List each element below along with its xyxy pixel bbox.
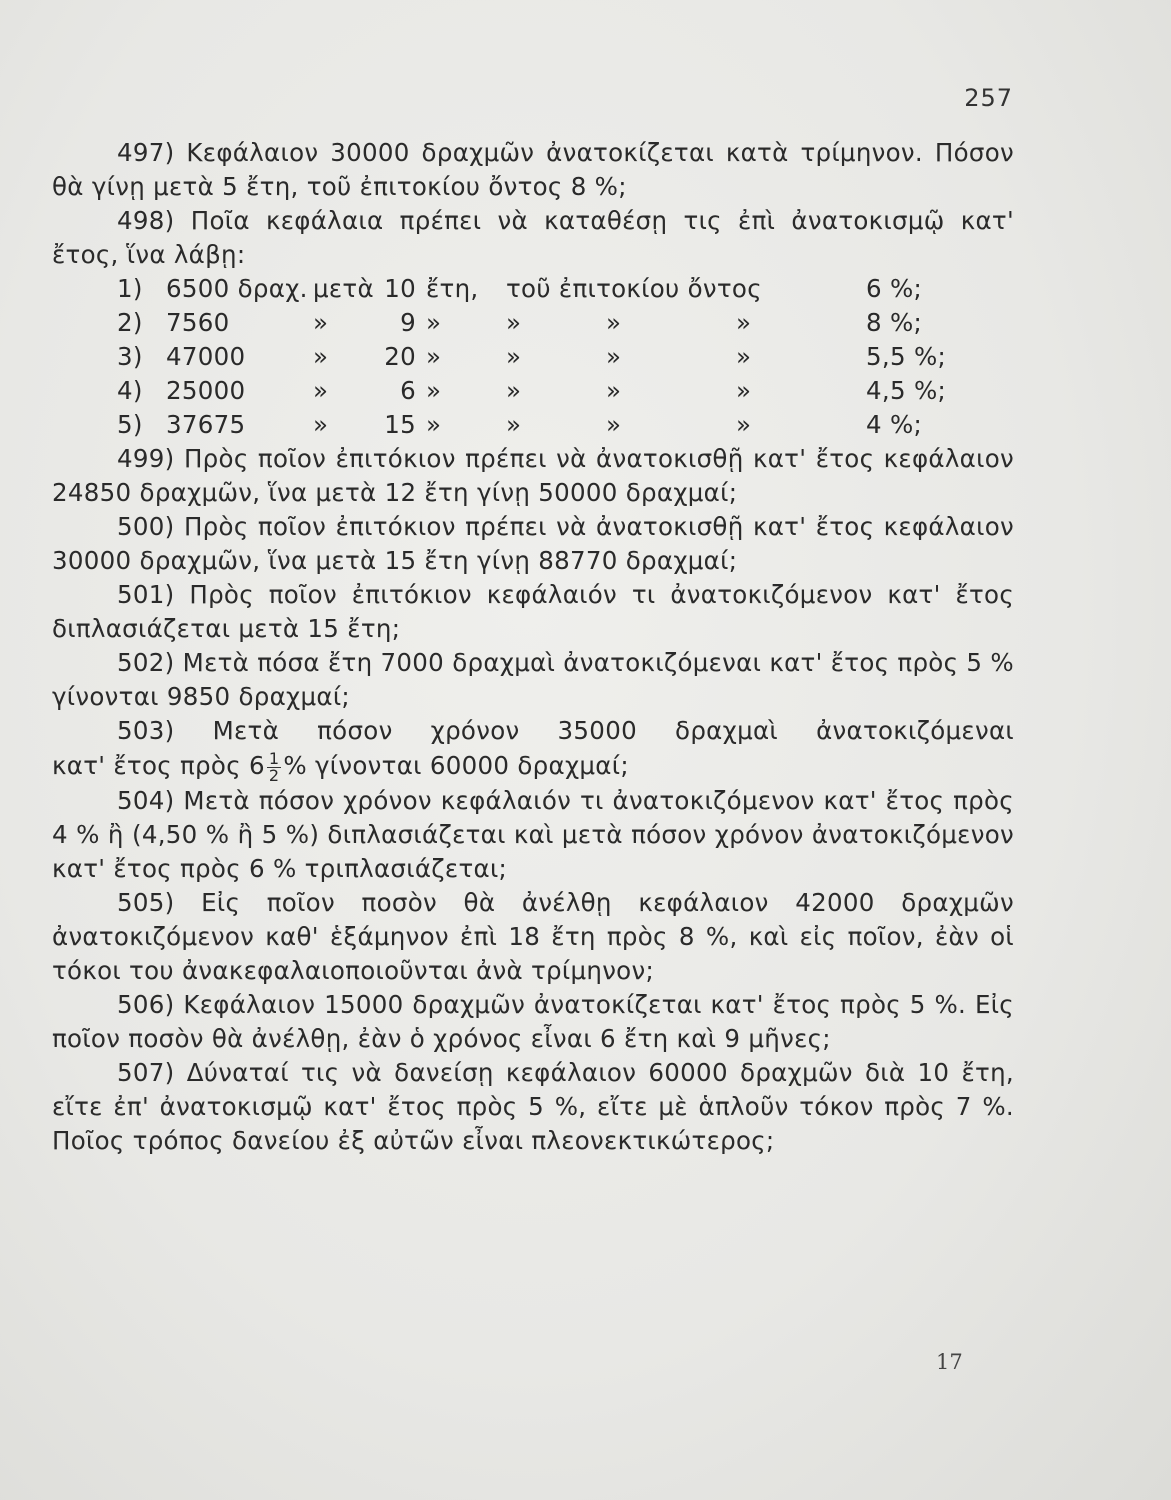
problem-text: 507) Δύναταί τις νὰ δανείσῃ κεφάλαιον 60000 δραχμῶν διὰ 10 ἔτη, εἴτε ἐπ' ἀνατοκισμῷ κατ' ἔτος πρὸς 5 %, εἴτε μὲ ἁπλοῦν τόκον πρὸς 7 %. Ποῖος τρόπος δανείου ἐξ αὐτῶν εἶναι πλεονεκτικώτερος; <box>52 1058 1014 1155</box>
item-prep: » <box>313 376 329 405</box>
item-number: 2) <box>117 308 143 337</box>
item-ditto: » <box>506 308 522 337</box>
problem-text: 502) Μετὰ πόσα ἔτη 7000 δραχμαὶ ἀνατοκιζόμεναι κατ' ἔτος πρὸς 5 % γίνονται 9850 δραχμαί; <box>52 648 1014 711</box>
item-phrase: » <box>736 410 752 439</box>
item-ditto: » <box>606 342 622 371</box>
item-prep: » <box>313 410 329 439</box>
problem-497 <box>52 136 1014 204</box>
signature-number: 17 <box>936 1350 963 1374</box>
item-prep: » <box>313 308 329 337</box>
problem-505 <box>52 886 1014 988</box>
item-years: 6 <box>400 376 416 405</box>
problem-502 <box>52 646 1014 714</box>
problem-504 <box>52 784 1014 886</box>
item-phrase: τοῦ ἐπιτοκίου ὄντος <box>506 274 762 303</box>
item-prep: μετὰ <box>313 274 374 303</box>
page-content <box>52 136 1014 1158</box>
item-phrase: » <box>736 342 752 371</box>
item-years: 20 <box>384 342 416 371</box>
problem-499 <box>52 442 1014 510</box>
list-item <box>52 306 1014 340</box>
deposit-list <box>52 272 1014 442</box>
item-number: 4) <box>117 376 143 405</box>
problem-text: 501) Πρὸς ποῖον ἐπιτόκιον κεφάλαιόν τι ἀνατοκιζόμενον κατ' ἔτος διπλασιάζεται μετὰ 15 ἔτη; <box>52 580 1014 643</box>
problem-text: 499) Πρὸς ποῖον ἐπιτόκιον πρέπει νὰ ἀνατοκισθῇ κατ' ἔτος κεφάλαιον 24850 δραχμῶν, ἵνα μετὰ 12 ἔτη γίνῃ 50000 δραχμαί; <box>52 444 1014 507</box>
problem-text: 500) Πρὸς ποῖον ἐπιτόκιον πρέπει νὰ ἀνατοκισθῇ κατ' ἔτος κεφάλαιον 30000 δραχμῶν, ἵνα μετὰ 15 ἔτη γίνῃ 88770 δραχμαί; <box>52 512 1014 575</box>
item-number: 1) <box>117 274 143 303</box>
problem-506 <box>52 988 1014 1056</box>
list-item <box>52 272 1014 306</box>
item-amount: 7560 <box>166 308 230 337</box>
item-ditto: » <box>506 376 522 405</box>
item-rate: 6 %; <box>866 274 923 303</box>
item-years: 15 <box>384 410 416 439</box>
item-rate: 4,5 %; <box>866 376 947 405</box>
item-unit: ἔτη, <box>426 274 479 303</box>
item-years: 9 <box>400 308 416 337</box>
item-phrase: » <box>736 376 752 405</box>
item-unit: » <box>426 342 442 371</box>
problem-text: % γίνονται 60000 δραχμαί; <box>283 751 629 780</box>
problem-500 <box>52 510 1014 578</box>
item-ditto: » <box>506 410 522 439</box>
problem-501 <box>52 578 1014 646</box>
item-amount: 6500 δραχ. <box>166 274 308 303</box>
problem-503 <box>52 714 1014 784</box>
item-unit: » <box>426 376 442 405</box>
item-ditto: » <box>506 342 522 371</box>
item-phrase: » <box>736 308 752 337</box>
item-rate: 5,5 %; <box>866 342 947 371</box>
list-item <box>52 408 1014 442</box>
problem-text: 506) Κεφάλαιον 15000 δραχμῶν ἀνατοκίζεται κατ' ἔτος πρὸς 5 %. Εἰς ποῖον ποσὸν θὰ ἀνέλθῃ, ἐὰν ὁ χρόνος εἶναι 6 ἔτη καὶ 9 μῆνες; <box>52 990 1014 1053</box>
item-rate: 8 %; <box>866 308 923 337</box>
fraction-numerator: 1 <box>268 748 280 768</box>
fraction-denominator: 2 <box>268 765 280 785</box>
problem-text: 504) Μετὰ πόσον χρόνον κεφάλαιόν τι ἀνατοκιζόμενον κατ' ἔτος πρὸς 4 % ἢ (4,50 % ἢ 5 %) διπλασιάζεται καὶ μετὰ πόσον χρόνον ἀνατοκιζόμενον κατ' ἔτος πρὸς 6 % τριπλασιάζεται; <box>52 786 1014 883</box>
problem-text: 497) Κεφάλαιον 30000 δραχμῶν ἀνατοκίζεται κατὰ τρίμηνον. Πόσον θὰ γίνῃ μετὰ 5 ἔτη, τοῦ ἐπιτοκίου ὄντος 8 %; <box>52 138 1014 201</box>
item-number: 5) <box>117 410 143 439</box>
problem-498 <box>52 204 1014 272</box>
item-ditto: » <box>606 308 622 337</box>
problem-503-line2 <box>52 748 1014 784</box>
item-amount: 25000 <box>166 376 246 405</box>
list-item <box>52 374 1014 408</box>
page-number: 257 <box>964 84 1013 112</box>
item-rate: 4 %; <box>866 410 923 439</box>
item-amount: 37675 <box>166 410 246 439</box>
item-ditto: » <box>606 410 622 439</box>
problem-text: 505) Εἰς ποῖον ποσὸν θὰ ἀνέλθῃ κεφάλαιον 42000 δραχμῶν ἀνατοκιζόμενον καθ' ἑξάμηνον ἐπὶ 18 ἔτη πρὸς 8 %, καὶ εἰς ποῖον, ἐὰν οἱ τόκοι του ἀνακεφαλαιοποιοῦνται ἀνὰ τρίμηνον; <box>52 888 1014 985</box>
problem-text: 503) Μετὰ πόσον χρόνον 35000 δραχμαὶ ἀνατοκιζόμεναι <box>117 716 1014 745</box>
problem-text: κατ' ἔτος πρὸς 6 <box>52 751 265 780</box>
fraction-one-half <box>267 748 281 785</box>
problem-507 <box>52 1056 1014 1158</box>
item-years: 10 <box>384 274 416 303</box>
item-unit: » <box>426 308 442 337</box>
item-ditto: » <box>606 376 622 405</box>
item-number: 3) <box>117 342 143 371</box>
item-unit: » <box>426 410 442 439</box>
problem-text: 498) Ποῖα κεφάλαια πρέπει νὰ καταθέσῃ τις ἐπὶ ἀνατοκισμῷ κατ' ἔτος, ἵνα λάβῃ: <box>52 206 1014 269</box>
item-prep: » <box>313 342 329 371</box>
item-amount: 47000 <box>166 342 246 371</box>
list-item <box>52 340 1014 374</box>
